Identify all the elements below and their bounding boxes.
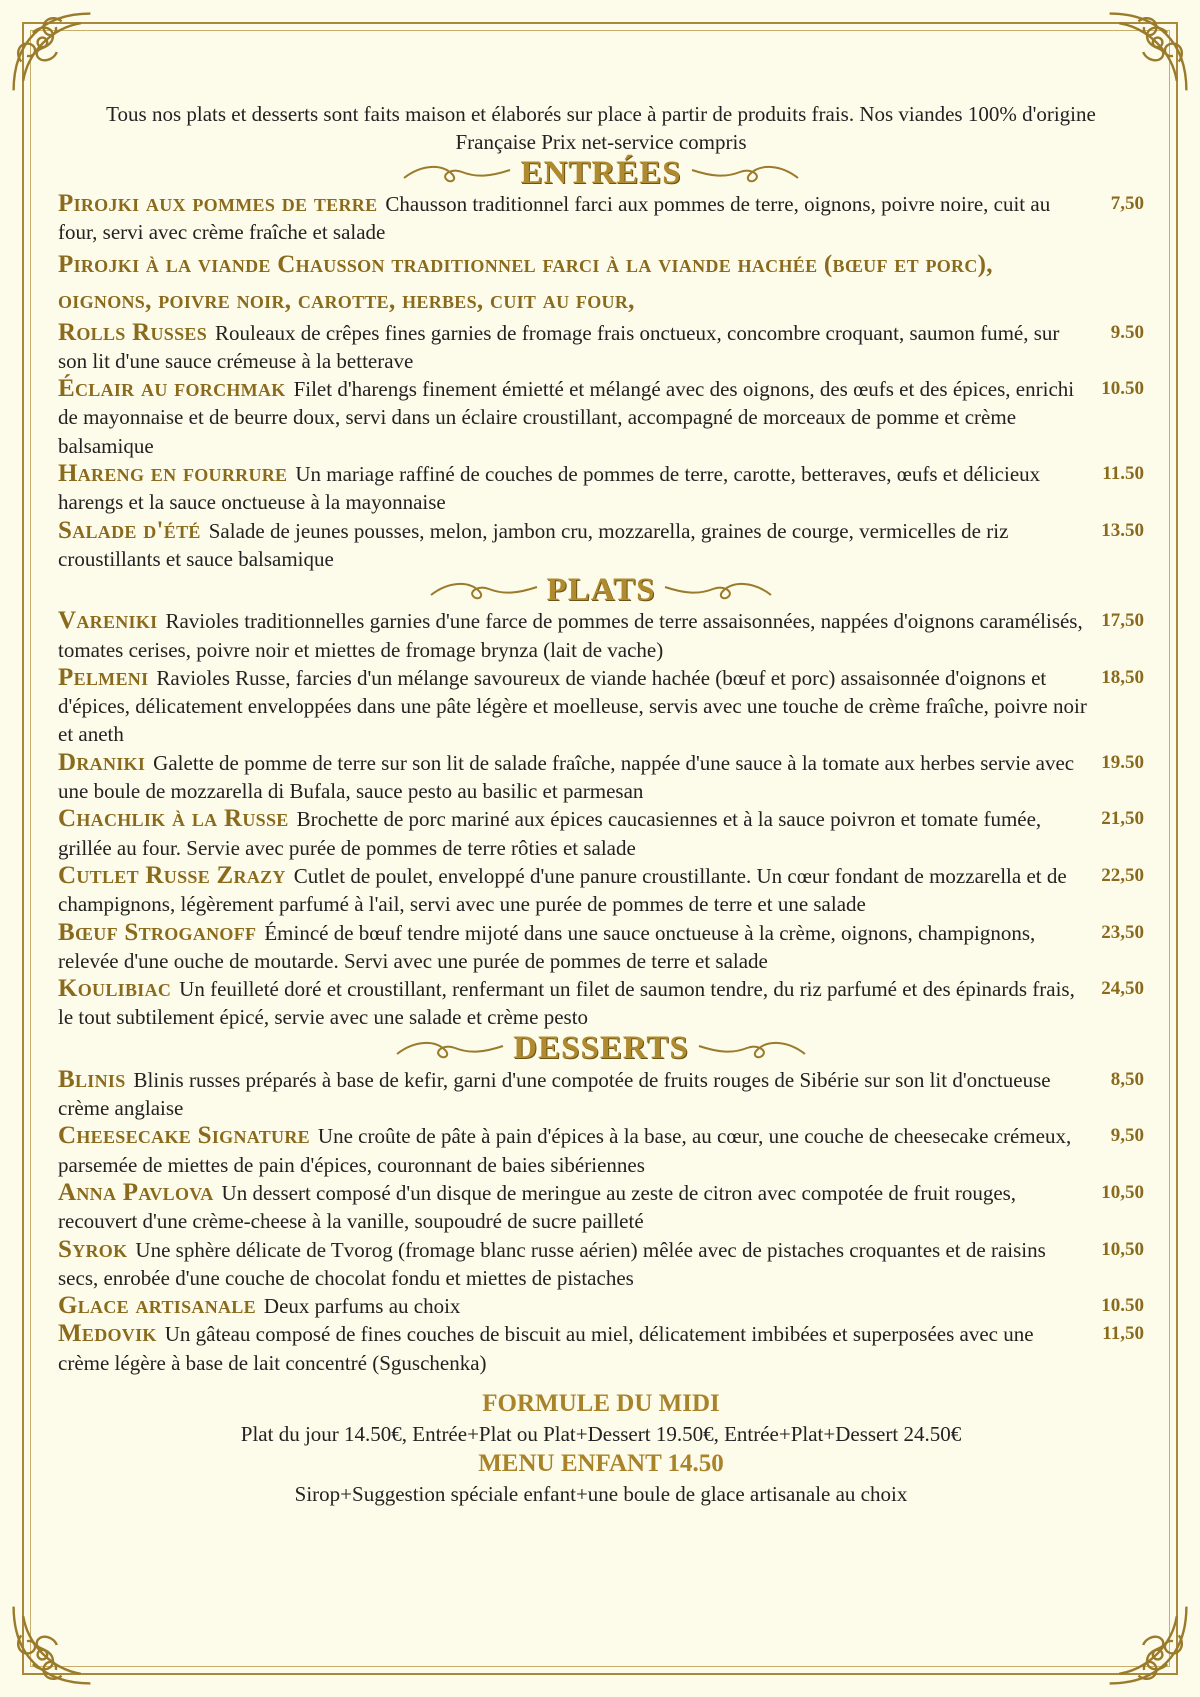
footer bbox=[58, 1389, 1144, 1509]
menu-item-description: Ravioles traditionnelles garnies d'une farce de pommes de terre assaisonnées, nappées d'oignons caramélisés, tomates cerises, poivre noir et miettes de fromage brynza (lait de vache) bbox=[58, 609, 1083, 662]
menu-item bbox=[58, 862, 1144, 919]
menu-item-price: 10.50 bbox=[1101, 378, 1144, 400]
menu-item bbox=[58, 805, 1144, 862]
menu-item-price: 9,50 bbox=[1110, 1125, 1144, 1147]
menu-item bbox=[58, 1236, 1144, 1293]
desserts-list bbox=[58, 1066, 1144, 1377]
menu-item bbox=[58, 1292, 1144, 1320]
menu-item-price: 11.50 bbox=[1102, 463, 1144, 485]
enfant-title: MENU ENFANT 14.50 bbox=[478, 1449, 724, 1477]
menu-item-description: Ravioles Russe, farcies d'un mélange savoureux de viande hachée (bœuf et porc) assaisonnée d'oignons et d'épices, délicatement enveloppées dans une pâte légère et moelleuse, servis avec une touche de crème fraîche, poivre noir et aneth bbox=[58, 665, 1087, 747]
menu-item bbox=[58, 460, 1144, 517]
formule-title: FORMULE DU MIDI bbox=[482, 1389, 720, 1417]
menu-item bbox=[58, 247, 1144, 319]
menu-item-name: Glace artisanale bbox=[58, 1292, 256, 1320]
menu-item-name: Bœuf Stroganoff bbox=[58, 918, 257, 946]
menu-item-description: Un gâteau composé de fines couches de biscuit au miel, délicatement imbibées et superposées avec une crème légère à base de lait concentré (Sguschenka) bbox=[58, 1322, 1034, 1375]
menu-item-price: 22,50 bbox=[1101, 864, 1144, 886]
section-title: ENTRÉES bbox=[520, 154, 682, 191]
section-header-plats bbox=[58, 573, 1144, 607]
menu-item bbox=[58, 375, 1144, 460]
entrees-list bbox=[58, 190, 1144, 573]
menu-item-price: 23,50 bbox=[1101, 921, 1144, 943]
menu-item-name: Vareniki bbox=[58, 607, 158, 635]
menu-item-name: Chachlik à la Russe bbox=[58, 805, 289, 833]
menu-item bbox=[58, 190, 1144, 247]
menu-item-description: Un dessert composé d'un disque de meringue au zeste de citron avec compotée de fruit rouges, recouvert d'une crème-cheese à la vanille, soupoudré de sucre pailleté bbox=[58, 1180, 1017, 1234]
corner-ornament-icon bbox=[1100, 1597, 1196, 1693]
menu-item bbox=[58, 749, 1144, 806]
menu-item-name: Éclair au forchmak bbox=[58, 375, 286, 403]
menu-item bbox=[58, 319, 1144, 376]
menu-item-name: Syrok bbox=[58, 1235, 128, 1263]
menu-item-name: Pelmeni bbox=[58, 663, 149, 691]
flourish-swirl-icon bbox=[402, 160, 512, 186]
menu-item-description: Un mariage raffiné de couches de pommes de terre, carotte, betteraves, œufs et délicieux harengs et la sauce onctueuse à la mayonnaise bbox=[58, 462, 1041, 515]
menu-item-description: Rouleaux de crêpes fines garnies de fromage frais onctueux, concombre croquant, saumon fumé, sur son lit d'une sauce crémeuse à la betterave bbox=[58, 320, 1060, 373]
menu-item-description: Blinis russes préparés à base de kefir, garni d'une compotée de fruits rouges de Sibérie sur son lit d'onctueuse crème anglaise bbox=[58, 1067, 1051, 1121]
menu-item-name: Hareng en fourrure bbox=[58, 460, 288, 488]
menu-item-name: Cutlet Russe Zrazy bbox=[58, 861, 286, 889]
enfant-text: Sirop+Suggestion spéciale enfant+une boule de glace artisanale au choix bbox=[294, 1481, 908, 1506]
menu-item-name: Blinis bbox=[58, 1065, 126, 1093]
section-header-desserts bbox=[58, 1032, 1144, 1066]
menu-item-price: 19.50 bbox=[1101, 751, 1144, 773]
menu-item-description: Salade de jeunes pousses, melon, jambon cru, mozzarella, graines de courge, vermicelles de riz croustillants et sauce balsamique bbox=[58, 518, 1009, 571]
menu-item bbox=[58, 607, 1144, 664]
menu-item bbox=[58, 1066, 1144, 1123]
menu-item-price: 10.50 bbox=[1101, 1295, 1144, 1317]
menu-item-price: 10,50 bbox=[1101, 1181, 1144, 1203]
menu-item-name: Salade d'été bbox=[58, 516, 201, 544]
menu-item-price: 7,50 bbox=[1110, 193, 1144, 214]
flourish-swirl-icon bbox=[690, 160, 800, 186]
section-title: PLATS bbox=[546, 571, 656, 608]
section-header-entrees bbox=[58, 156, 1144, 190]
menu-item-description: Filet d'harengs finement émietté et mélangé avec des oignons, des œufs et des épices, enrichi de mayonnaise et de beurre doux, servi dans un éclaire croustillant, accompagné de morceaux de pomme et crème balsamique bbox=[58, 377, 1075, 458]
menu-item-description: Galette de pomme de terre sur son lit de salade fraîche, nappée d'une sauce à la tomate aux herbes servie avec une boule de mozzarella di Bufala, sauce pesto au basilic et parmesan bbox=[58, 750, 1075, 804]
intro-text: Tous nos plats et desserts sont faits maison et élaborés sur place à partir de produits frais. Nos viandes 100% d'origine Française Prix net-service compris bbox=[106, 102, 1096, 154]
menu-item-description: Cutlet de poulet, enveloppé d'une panure croustillante. Un cœur fondant de mozzarella et de champignons, légèrement parfumé à l'ail, servi avec une purée de pommes de terre et une salade bbox=[58, 863, 1067, 917]
section-title: DESSERTS bbox=[513, 1030, 689, 1067]
flourish-swirl-icon bbox=[429, 577, 539, 603]
menu-item-name: Pirojki à la viande Chausson traditionnel farci à la viande hachée (bœuf et porc), oignons, poivre noir, carotte, herbes, cuit au four, bbox=[58, 250, 993, 314]
menu-item-price: 13.50 bbox=[1101, 519, 1144, 541]
menu-item-name: Pirojki aux pommes de terre bbox=[58, 190, 378, 217]
menu-item-name: Rolls Russes bbox=[58, 318, 208, 346]
menu-item-description: Brochette de porc mariné aux épices caucasiennes et à la sauce poivron et tomate fumée, grillée au four. Servie avec purée de pommes de terre rôties et salade bbox=[58, 807, 1042, 860]
menu-item bbox=[58, 1122, 1144, 1179]
flourish-swirl-icon bbox=[697, 1036, 807, 1062]
menu-item-price: 10,50 bbox=[1101, 1238, 1144, 1260]
menu-item-name: Medovik bbox=[58, 1320, 157, 1348]
corner-ornament-icon bbox=[4, 4, 100, 100]
menu-item bbox=[58, 1179, 1144, 1236]
corner-ornament-icon bbox=[4, 1597, 100, 1693]
menu-item-description: Un feuilleté doré et croustillant, renfermant un filet de saumon tendre, du riz parfumé et des épinards frais, le tout subtilement épicé, servie avec une salade et crème pesto bbox=[58, 977, 1075, 1030]
menu-item-price: 21,50 bbox=[1101, 808, 1144, 830]
menu-item-description: Deux parfums au choix bbox=[263, 1294, 461, 1319]
menu-item-price: 24,50 bbox=[1101, 978, 1144, 1000]
menu-item-price: 11,50 bbox=[1102, 1323, 1144, 1345]
menu-item-price: 8,50 bbox=[1110, 1068, 1144, 1090]
formule-text: Plat du jour 14.50€, Entrée+Plat ou Plat+Dessert 19.50€, Entrée+Plat+Dessert 24.50€ bbox=[240, 1421, 962, 1446]
menu-item-price: 17,50 bbox=[1101, 610, 1144, 632]
corner-ornament-icon bbox=[1100, 4, 1196, 100]
menu-item bbox=[58, 664, 1144, 749]
menu-item-name: Draniki bbox=[58, 748, 146, 776]
menu-item bbox=[58, 1320, 1144, 1377]
menu-item bbox=[58, 975, 1144, 1032]
menu-item bbox=[58, 919, 1144, 976]
menu-item-name: Koulibiac bbox=[58, 975, 172, 1003]
flourish-swirl-icon bbox=[395, 1036, 505, 1062]
menu-item-description: Émincé de bœuf tendre mijoté dans une sauce onctueuse à la crème, oignons, champignons, relevée d'une ouche de moutarde. Servi avec une purée de pommes de terre et salade bbox=[58, 920, 1036, 973]
menu-item-name: Cheesecake Signature bbox=[58, 1122, 310, 1150]
menu-item-price: 9.50 bbox=[1110, 321, 1144, 343]
plats-list bbox=[58, 607, 1144, 1031]
flourish-swirl-icon bbox=[663, 577, 773, 603]
menu-content bbox=[58, 100, 1144, 1509]
menu-item bbox=[58, 517, 1144, 574]
menu-item-description: Une croûte de pâte à pain d'épices à la base, au cœur, une couche de cheesecake crémeux, parsemée de miettes de pain d'épices, couronnant de baies sibériennes bbox=[58, 1124, 1072, 1177]
menu-item-name: Anna Pavlova bbox=[58, 1178, 214, 1206]
menu-item-price: 18,50 bbox=[1101, 666, 1144, 688]
menu-item-description: Chausson traditionnel farci aux pommes de terre, oignons, poivre noire, cuit au four, servi avec crème fraîche et salade bbox=[58, 192, 1051, 245]
menu-item-description: Une sphère délicate de Tvorog (fromage blanc russe aérien) mêlée avec de pistaches croquantes et de raisins secs, enrobée d'une couche de chocolat fondu et miettes de pistaches bbox=[58, 1237, 1046, 1290]
